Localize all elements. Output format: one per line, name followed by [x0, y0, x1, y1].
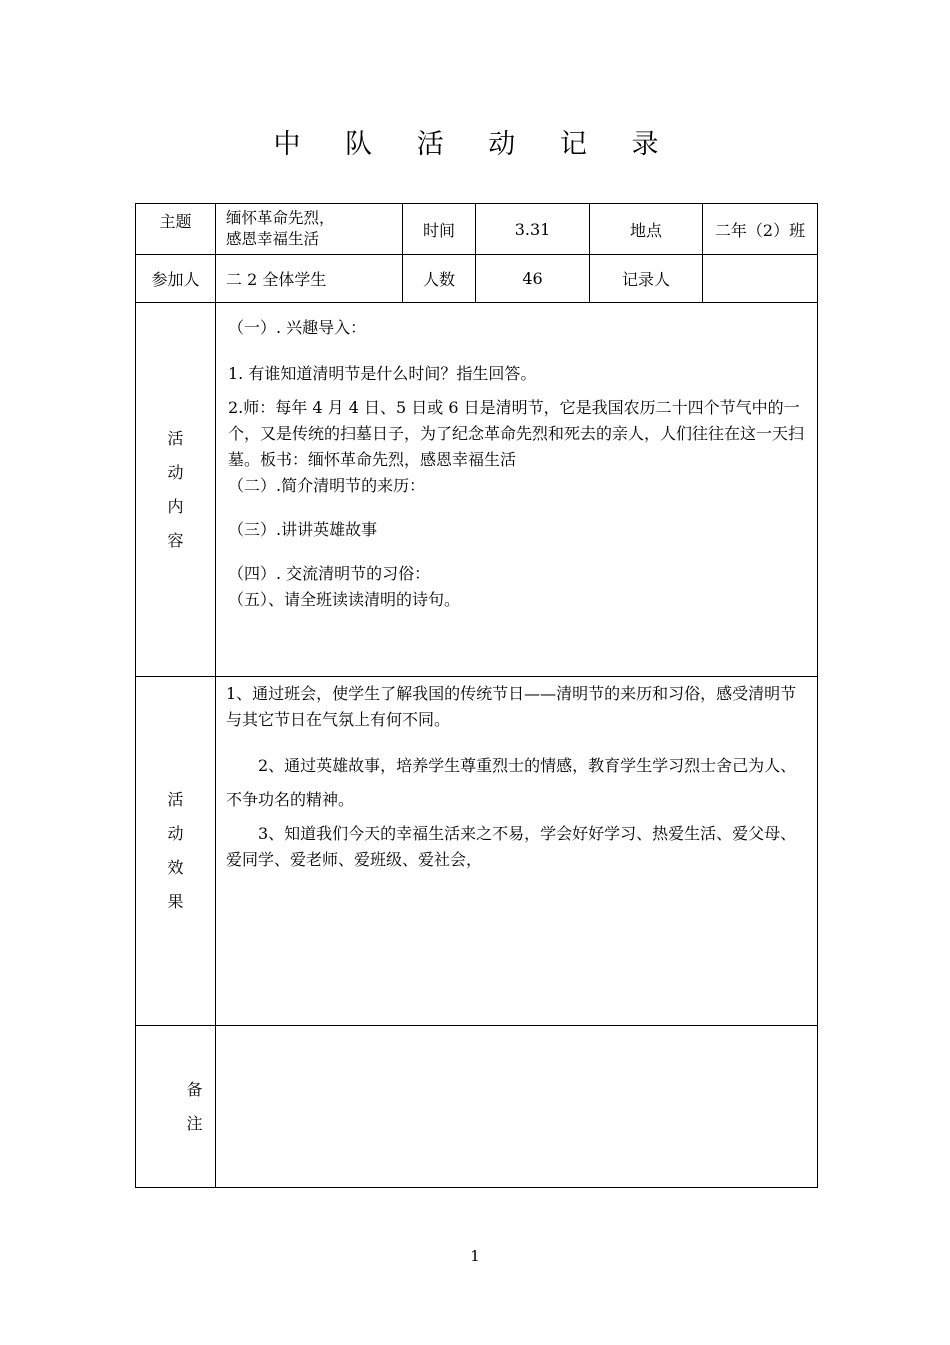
- participants-row: [136, 255, 818, 303]
- recorder-value: [703, 255, 818, 303]
- participants-label: 参加人: [136, 255, 216, 303]
- remarks-body: [216, 1026, 818, 1188]
- content-line: （二）.简介清明节的来历：: [228, 476, 426, 495]
- recorder-label: 记录人: [590, 255, 703, 303]
- effect-label: 活 动 效 果: [136, 677, 216, 1026]
- time-value: 3.31: [476, 204, 590, 255]
- content-line: （三）.讲讲英雄故事: [228, 520, 378, 539]
- count-value: 46: [476, 255, 590, 303]
- effect-line: 1、通过班会，使学生了解我国的传统节日——清明节的来历和习俗，感受清明节与其它节日在气氛上有何不同。: [226, 684, 797, 729]
- content-row: [136, 303, 818, 677]
- remarks-label: 备 注: [136, 1026, 216, 1188]
- place-label: 地点: [590, 204, 703, 255]
- count-label: 人数: [403, 255, 476, 303]
- topic-label: 主题: [136, 204, 216, 255]
- topic-row: [136, 204, 818, 255]
- content-line: （一）. 兴趣导入：: [228, 318, 367, 337]
- effect-row: [136, 677, 818, 1026]
- content-line: 1. 有谁知道清明节是什么时间？指生回答。: [228, 364, 537, 383]
- topic-line-1: 缅怀革命先烈，: [226, 209, 335, 227]
- effect-line: 3、知道我们今天的幸福生活来之不易，学会好好学习、热爱生活、爱父母、爱同学、爱老师、爱班级、爱社会，: [226, 824, 797, 869]
- content-body: [216, 303, 818, 677]
- participants-value: 二 2 全体学生: [216, 255, 403, 303]
- content-line: 2.师：每年 4 月 4 日、5 日或 6 日是清明节，它是我国农历二十四个节气中的一个，又是传统的扫墓日子，为了纪念革命先烈和死去的亲人，人们往往在这一天扫墓。板书：缅怀革命先烈，感恩幸福生活: [228, 398, 805, 469]
- time-label: 时间: [403, 204, 476, 255]
- place-value: 二年（2）班: [703, 204, 818, 255]
- content-line: （四）. 交流清明节的习俗：: [228, 564, 431, 583]
- effect-body: [216, 677, 818, 1026]
- page-title: 中 队 活 动 记 录: [273, 129, 677, 160]
- remarks-row: [136, 1026, 818, 1188]
- topic-value: [216, 204, 403, 255]
- topic-line-2: 感恩幸福生活: [226, 230, 320, 248]
- content-label: 活 动 内 容: [136, 303, 216, 677]
- page-number: 1: [470, 1247, 480, 1265]
- content-line: （五）、请全班读读清明的诗句。: [228, 590, 461, 609]
- activity-record-table: [135, 203, 818, 1188]
- effect-line: 2、通过英雄故事，培养学生尊重烈士的情感，教育学生学习烈士舍己为人、不争功名的精神。: [226, 756, 797, 809]
